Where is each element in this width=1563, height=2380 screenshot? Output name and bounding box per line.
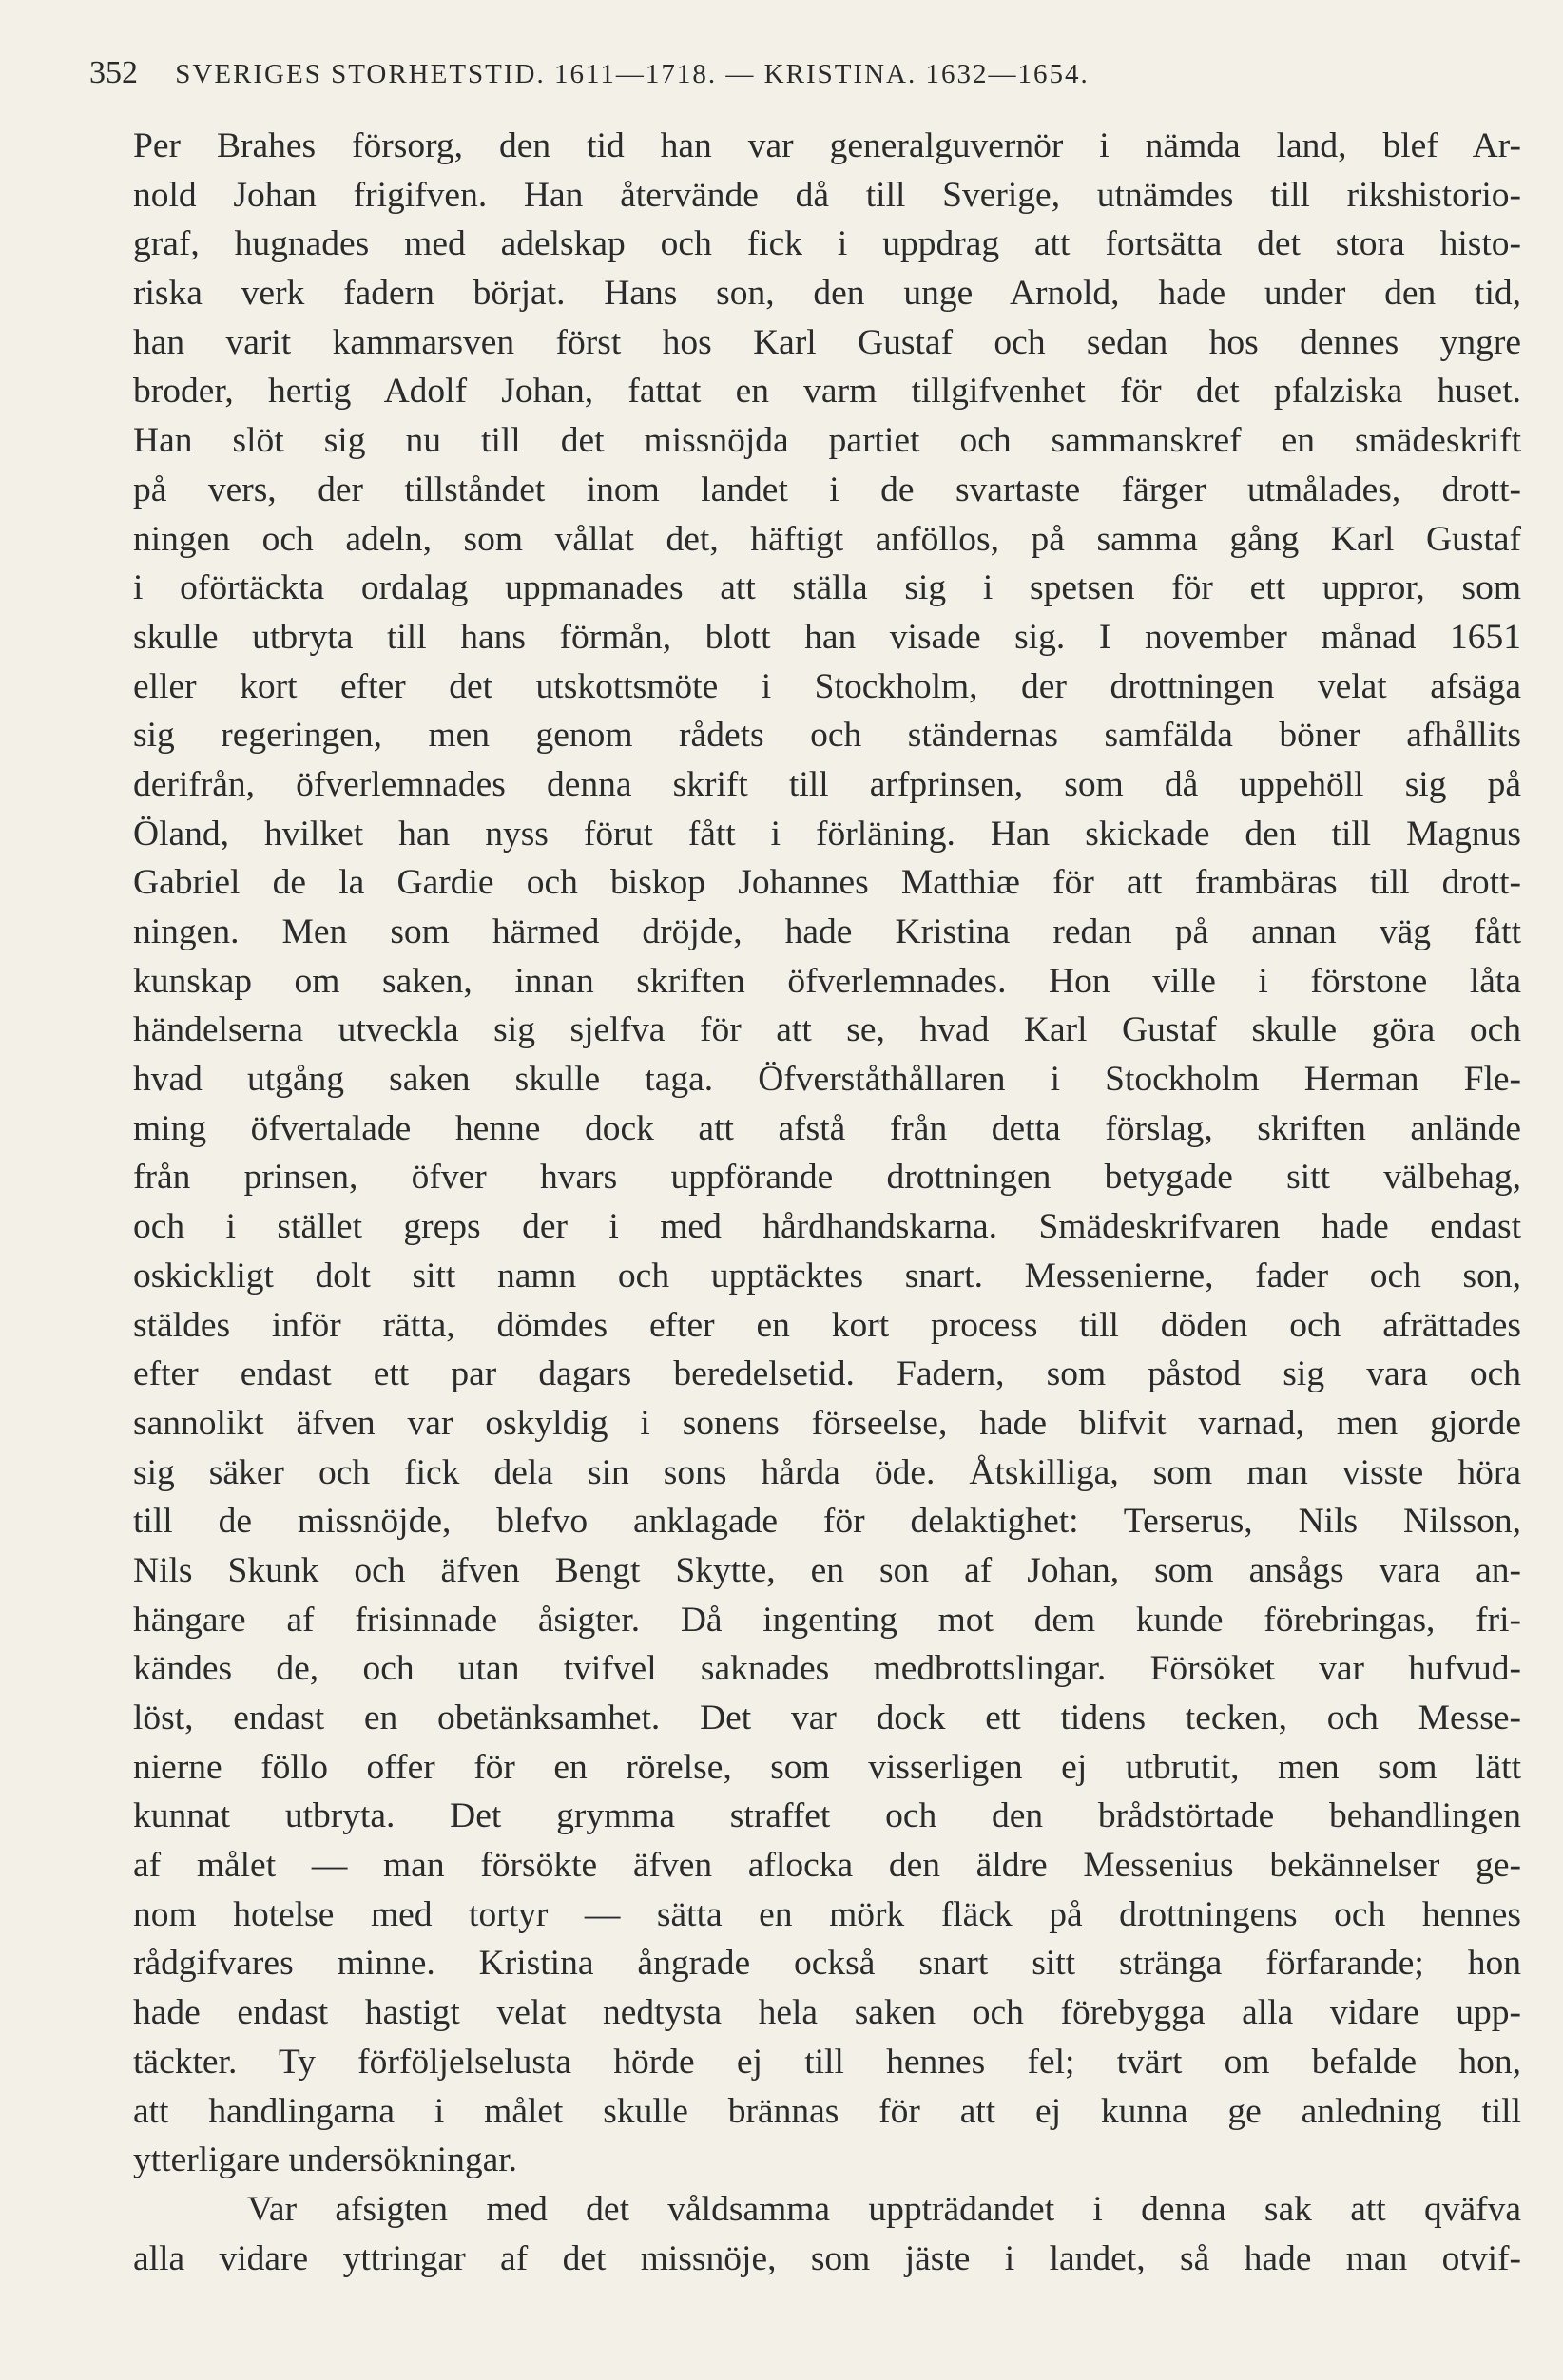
text-line: rådgifvares minne. Kristina ångrade också snart sitt stränga förfarande; hon — [133, 1944, 1521, 1984]
text-line: derifrån, öfverlemnades denna skrift till arfprinsen, som då uppehöll sig på — [133, 764, 1521, 804]
text-line: Gabriel de la Gardie och biskop Johannes Matthiæ för att frambäras till drott- — [133, 863, 1521, 903]
body-text — [133, 122, 1521, 2283]
text-line: alla vidare yttringar af det missnöje, som jäste i landet, så hade man otvif- — [133, 2238, 1521, 2278]
text-line: oskickligt dolt sitt namn och upptäcktes snart. Messenierne, fader och son, — [133, 1256, 1521, 1296]
text-line: Nils Skunk och äfven Bengt Skytte, en son af Johan, som ansågs vara an- — [133, 1550, 1521, 1590]
text-line: eller kort efter det utskottsmöte i Stockholm, der drottningen velat afsäga — [133, 666, 1521, 706]
text-line: ytterligare undersökningar. — [133, 2140, 518, 2180]
text-line: graf, hugnades med adelskap och fick i uppdrag att fortsätta det stora histo- — [133, 224, 1521, 264]
text-line: händelserna utveckla sig sjelfva för att se, hvad Karl Gustaf skulle göra och — [133, 1010, 1521, 1050]
text-line: i oförtäckta ordalag uppmanades att ställa sig i spetsen för ett uppror, som — [133, 568, 1521, 608]
text-line: nom hotelse med tortyr — sätta en mörk fläck på drottningens och hennes — [133, 1894, 1521, 1934]
text-line: sig säker och fick dela sin sons hårda öde. Åtskilliga, som man visste höra — [133, 1452, 1521, 1492]
text-line: sig regeringen, men genom rådets och ständernas samfälda böner afhållits — [133, 716, 1521, 756]
text-line: hvad utgång saken skulle taga. Öfverståthållaren i Stockholm Herman Fle- — [133, 1060, 1521, 1100]
text-line: riska verk fadern börjat. Hans son, den unge Arnold, hade under den tid, — [133, 274, 1521, 314]
text-line: löst, endast en obetänksamhet. Det var dock ett tidens tecken, och Messe- — [133, 1699, 1521, 1737]
text-line: Var afsigten med det våldsamma uppträdandet i denna sak att qväfva — [247, 2189, 1521, 2229]
text-line: och i stället greps der i med hårdhandskarna. Smädeskrifvaren hade endast — [133, 1207, 1521, 1247]
text-line: stäldes inför rätta, dömdes efter en kort process till döden och afrättades — [133, 1305, 1521, 1345]
running-title: SVERIGES STORHETSTID. 1611—1718. — KRISTINA. 1632—1654. — [175, 59, 1090, 89]
text-line: på vers, der tillståndet inom landet i de svartaste färger utmålades, drott- — [133, 470, 1521, 509]
text-line: täckter. Ty förföljelselusta hörde ej till hennes fel; tvärt om befalde hon, — [133, 2042, 1521, 2082]
text-line: ningen och adeln, som vållat det, häftigt anföllos, på samma gång Karl Gustaf — [133, 519, 1521, 559]
text-line: hängare af frisinnade åsigter. Då ingenting mot dem kunde förebringas, fri- — [133, 1600, 1521, 1640]
text-line: Per Brahes försorg, den tid han var generalguvernör i nämda land, blef Ar- — [133, 126, 1521, 165]
text-line: af målet — man försökte äfven aflocka den äldre Messenius bekännelser ge- — [133, 1846, 1521, 1886]
text-line: kunskap om saken, innan skriften öfverlemnades. Hon ville i förstone låta — [133, 961, 1521, 1001]
text-line: ningen. Men som härmed dröjde, hade Kristina redan på annan väg fått — [133, 912, 1521, 951]
text-line: från prinsen, öfver hvars uppförande drottningen betygade sitt välbehag, — [133, 1158, 1521, 1198]
text-line: Han slöt sig nu till det missnöjda partiet och sammanskref en smädeskrift — [133, 421, 1521, 461]
text-line: skulle utbryta till hans förmån, blott han visade sig. I november månad 1651 — [133, 617, 1521, 657]
text-line: nierne föllo offer för en rörelse, som visserligen ej utbrutit, men som lätt — [133, 1747, 1521, 1787]
text-line: ming öfvertalade henne dock att afstå från detta förslag, skriften anlände — [133, 1108, 1521, 1148]
text-line: sannolikt äfven var oskyldig i sonens förseelse, hade blifvit varnad, men gjorde — [133, 1403, 1521, 1443]
text-line: efter endast ett par dagars beredelsetid. Fadern, som påstod sig vara och — [133, 1354, 1521, 1394]
text-line: kändes de, och utan tvifvel saknades medbrottslingar. Försöket var hufvud- — [133, 1649, 1521, 1689]
text-line: till de missnöjde, blefvo anklagade för delaktighet: Terserus, Nils Nilsson, — [133, 1502, 1521, 1542]
text-line: att handlingarna i målet skulle brännas för att ej kunna ge anledning till — [133, 2091, 1521, 2131]
text-line: broder, hertig Adolf Johan, fattat en varm tillgifvenhet för det pfalziska huset. — [133, 372, 1521, 412]
text-line: hade endast hastigt velat nedtysta hela saken och förebygga alla vidare upp- — [133, 1993, 1521, 2033]
running-head — [89, 55, 1401, 103]
text-line: Öland, hvilket han nyss förut fått i förläning. Han skickade den till Magnus — [133, 814, 1521, 854]
page-number: 352 — [89, 55, 138, 90]
text-line: han varit kammarsven först hos Karl Gustaf och sedan hos dennes yngre — [133, 322, 1521, 362]
text-line: nold Johan frigifven. Han återvände då till Sverige, utnämdes till rikshistorio- — [133, 175, 1521, 215]
text-line: kunnat utbryta. Det grymma straffet och den brådstörtade behandlingen — [133, 1796, 1521, 1836]
